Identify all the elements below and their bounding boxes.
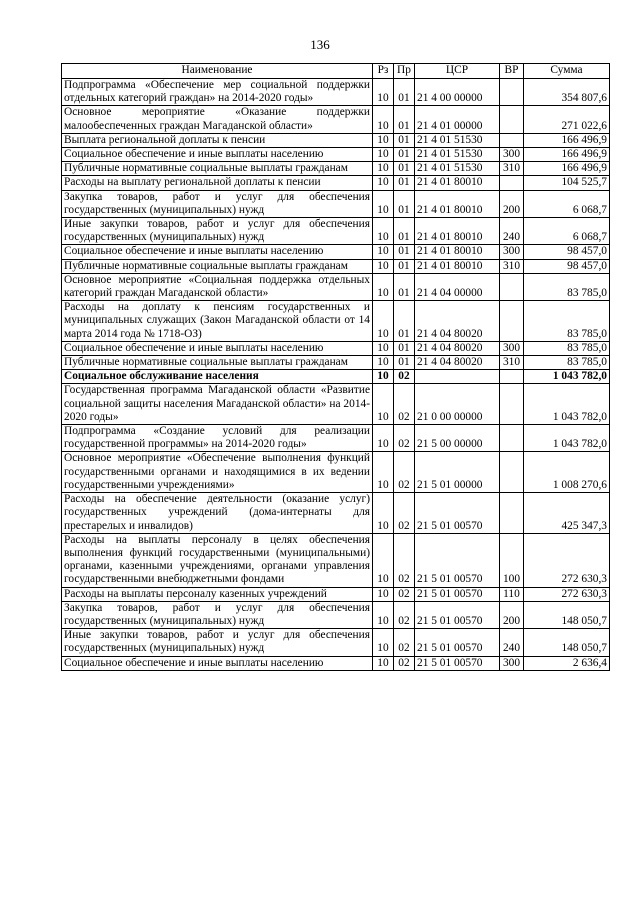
- row-csr: 21 5 01 00570: [415, 629, 500, 656]
- row-pr: 02: [394, 533, 415, 587]
- table-row: [62, 259, 610, 273]
- row-csr: 21 4 01 80010: [415, 218, 500, 245]
- budget-table: [61, 63, 610, 671]
- page-number: 136: [310, 37, 330, 52]
- table-row: [62, 629, 610, 656]
- row-sum: 148 050,7: [524, 601, 610, 628]
- row-pr: 01: [394, 162, 415, 176]
- row-name: Расходы на доплату к пенсиям государственных и муниципальных служащих (Закон Магаданской области от 14 марта 2014 года № 1718-ОЗ): [62, 301, 373, 342]
- row-rz: 10: [373, 356, 394, 370]
- row-pr: 01: [394, 218, 415, 245]
- row-rz: 10: [373, 452, 394, 493]
- row-rz: 10: [373, 148, 394, 162]
- row-csr: 21 4 01 51530: [415, 162, 500, 176]
- header-pr: Пр: [394, 64, 415, 79]
- row-name: Подпрограмма «Создание условий для реализации государственной программы» на 2014-2020 годы»: [62, 425, 373, 452]
- row-name: Закупка товаров, работ и услуг для обеспечения государственных (муниципальных) нужд: [62, 601, 373, 628]
- row-sum: 166 496,9: [524, 162, 610, 176]
- row-csr: 21 4 01 51530: [415, 133, 500, 147]
- row-csr: 21 4 01 80010: [415, 176, 500, 190]
- row-sum: 98 457,0: [524, 259, 610, 273]
- row-vr: 200: [500, 190, 524, 217]
- row-name: Закупка товаров, работ и услуг для обеспечения государственных (муниципальных) нужд: [62, 190, 373, 217]
- row-sum: 148 050,7: [524, 629, 610, 656]
- row-pr: 01: [394, 259, 415, 273]
- row-rz: 10: [373, 629, 394, 656]
- row-vr: 310: [500, 356, 524, 370]
- row-vr: [500, 79, 524, 106]
- table-row: [62, 148, 610, 162]
- row-name: Социальное обеспечение и иные выплаты населению: [62, 656, 373, 670]
- row-sum: 98 457,0: [524, 245, 610, 259]
- row-rz: 10: [373, 533, 394, 587]
- row-csr: 21 0 00 00000: [415, 384, 500, 425]
- row-pr: 01: [394, 106, 415, 133]
- row-pr: 02: [394, 370, 415, 384]
- row-rz: 10: [373, 587, 394, 601]
- table-row: [62, 79, 610, 106]
- row-rz: 10: [373, 106, 394, 133]
- table-row: [62, 425, 610, 452]
- row-sum: 166 496,9: [524, 133, 610, 147]
- header-vr: ВР: [500, 64, 524, 79]
- row-vr: [500, 370, 524, 384]
- table-row: [62, 106, 610, 133]
- row-sum: 425 347,3: [524, 493, 610, 534]
- row-vr: [500, 301, 524, 342]
- row-pr: 02: [394, 493, 415, 534]
- row-vr: [500, 452, 524, 493]
- row-name: Социальное обслуживание населения: [62, 370, 373, 384]
- row-sum: 104 525,7: [524, 176, 610, 190]
- table-row: [62, 601, 610, 628]
- row-name: Социальное обеспечение и иные выплаты населению: [62, 341, 373, 355]
- row-name: Основное мероприятие «Социальная поддержка отдельных категорий граждан Магаданской области»: [62, 273, 373, 300]
- row-pr: 01: [394, 79, 415, 106]
- row-name: Иные закупки товаров, работ и услуг для обеспечения государственных (муниципальных) нужд: [62, 218, 373, 245]
- row-vr: 310: [500, 259, 524, 273]
- row-vr: [500, 493, 524, 534]
- row-name: Расходы на выплату региональной доплаты к пенсии: [62, 176, 373, 190]
- row-pr: 02: [394, 601, 415, 628]
- row-rz: 10: [373, 601, 394, 628]
- row-pr: 02: [394, 384, 415, 425]
- row-csr: 21 4 01 80010: [415, 245, 500, 259]
- row-rz: 10: [373, 190, 394, 217]
- row-vr: 300: [500, 245, 524, 259]
- row-name: Социальное обеспечение и иные выплаты населению: [62, 148, 373, 162]
- row-rz: 10: [373, 301, 394, 342]
- row-sum: 354 807,6: [524, 79, 610, 106]
- table-row: [62, 533, 610, 587]
- row-sum: 166 496,9: [524, 148, 610, 162]
- row-sum: 83 785,0: [524, 273, 610, 300]
- row-rz: 10: [373, 176, 394, 190]
- row-csr: 21 5 01 00570: [415, 601, 500, 628]
- header-csr: ЦСР: [415, 64, 500, 79]
- row-rz: 10: [373, 384, 394, 425]
- table-row: [62, 356, 610, 370]
- row-csr: 21 4 04 80020: [415, 301, 500, 342]
- row-vr: [500, 133, 524, 147]
- row-name: Расходы на обеспечение деятельности (оказание услуг) государственных учреждений (дома-интернаты для престарелых и инвалидов): [62, 493, 373, 534]
- row-pr: 02: [394, 425, 415, 452]
- table-row: [62, 587, 610, 601]
- row-sum: 83 785,0: [524, 301, 610, 342]
- header-rz: Рз: [373, 64, 394, 79]
- row-vr: 100: [500, 533, 524, 587]
- row-rz: 10: [373, 162, 394, 176]
- row-pr: 01: [394, 356, 415, 370]
- row-sum: 1 043 782,0: [524, 370, 610, 384]
- row-rz: 10: [373, 341, 394, 355]
- row-csr: 21 5 01 00000: [415, 452, 500, 493]
- row-vr: [500, 176, 524, 190]
- row-pr: 01: [394, 148, 415, 162]
- row-vr: [500, 273, 524, 300]
- row-pr: 02: [394, 629, 415, 656]
- row-name: Публичные нормативные социальные выплаты гражданам: [62, 356, 373, 370]
- table-row: [62, 273, 610, 300]
- header-name: Наименование: [62, 64, 373, 79]
- row-csr: 21 4 04 80020: [415, 356, 500, 370]
- row-pr: 01: [394, 176, 415, 190]
- row-rz: 10: [373, 245, 394, 259]
- row-rz: 10: [373, 133, 394, 147]
- row-sum: 6 068,7: [524, 190, 610, 217]
- row-vr: 310: [500, 162, 524, 176]
- row-vr: 240: [500, 218, 524, 245]
- row-name: Выплата региональной доплаты к пенсии: [62, 133, 373, 147]
- table-row: [62, 452, 610, 493]
- row-csr: 21 4 04 80020: [415, 341, 500, 355]
- row-csr: 21 5 00 00000: [415, 425, 500, 452]
- row-name: Публичные нормативные социальные выплаты гражданам: [62, 259, 373, 273]
- table-row: [62, 370, 610, 384]
- row-name: Публичные нормативные социальные выплаты гражданам: [62, 162, 373, 176]
- row-csr: 21 5 01 00570: [415, 493, 500, 534]
- row-vr: [500, 106, 524, 133]
- row-sum: 2 636,4: [524, 656, 610, 670]
- row-vr: 300: [500, 656, 524, 670]
- row-vr: 300: [500, 341, 524, 355]
- row-vr: [500, 384, 524, 425]
- row-csr: 21 4 01 80010: [415, 190, 500, 217]
- row-csr: 21 5 01 00570: [415, 656, 500, 670]
- row-name: Подпрограмма «Обеспечение мер социальной поддержки отдельных категорий граждан» на 2014-2020 годы»: [62, 79, 373, 106]
- header-sum: Сумма: [524, 64, 610, 79]
- row-name: Расходы на выплаты персоналу в целях обеспечения выполнения функций государственными (муниципальными) органами, казенными учреждениями, органами управления государственными внебюджетными фондами: [62, 533, 373, 587]
- row-sum: 272 630,3: [524, 533, 610, 587]
- row-csr: 21 4 01 80010: [415, 259, 500, 273]
- row-name: Основное мероприятие «Обеспечение выполнения функций государственными органами и находящимися в их ведении государственными учреждениями»: [62, 452, 373, 493]
- row-pr: 02: [394, 656, 415, 670]
- row-vr: 240: [500, 629, 524, 656]
- row-pr: 01: [394, 301, 415, 342]
- row-csr: 21 4 01 00000: [415, 106, 500, 133]
- table-row: [62, 245, 610, 259]
- table-row: [62, 341, 610, 355]
- row-csr: 21 4 00 00000: [415, 79, 500, 106]
- row-sum: 272 630,3: [524, 587, 610, 601]
- table-row: [62, 384, 610, 425]
- table-row: [62, 656, 610, 670]
- table-row: [62, 301, 610, 342]
- table-row: [62, 176, 610, 190]
- row-pr: 01: [394, 273, 415, 300]
- row-rz: 10: [373, 656, 394, 670]
- row-csr: 21 4 04 00000: [415, 273, 500, 300]
- table-header-row: [62, 64, 610, 79]
- row-name: Социальное обеспечение и иные выплаты населению: [62, 245, 373, 259]
- row-pr: 01: [394, 133, 415, 147]
- row-sum: 1 008 270,6: [524, 452, 610, 493]
- row-rz: 10: [373, 273, 394, 300]
- row-pr: 01: [394, 245, 415, 259]
- row-sum: 83 785,0: [524, 341, 610, 355]
- row-rz: 10: [373, 425, 394, 452]
- row-rz: 10: [373, 79, 394, 106]
- row-sum: 6 068,7: [524, 218, 610, 245]
- row-pr: 01: [394, 190, 415, 217]
- row-sum: 271 022,6: [524, 106, 610, 133]
- row-vr: 200: [500, 601, 524, 628]
- table-row: [62, 162, 610, 176]
- row-vr: 110: [500, 587, 524, 601]
- row-sum: 83 785,0: [524, 356, 610, 370]
- row-rz: 10: [373, 370, 394, 384]
- row-rz: 10: [373, 493, 394, 534]
- row-sum: 1 043 782,0: [524, 384, 610, 425]
- row-rz: 10: [373, 218, 394, 245]
- row-pr: 02: [394, 587, 415, 601]
- row-vr: [500, 425, 524, 452]
- row-csr: 21 5 01 00570: [415, 533, 500, 587]
- table-row: [62, 190, 610, 217]
- row-name: Расходы на выплаты персоналу казенных учреждений: [62, 587, 373, 601]
- row-vr: 300: [500, 148, 524, 162]
- row-sum: 1 043 782,0: [524, 425, 610, 452]
- row-csr: [415, 370, 500, 384]
- row-csr: 21 4 01 51530: [415, 148, 500, 162]
- row-name: Государственная программа Магаданской области «Развитие социальной защиты населения Магаданской области» на 2014-2020 годы»: [62, 384, 373, 425]
- row-name: Иные закупки товаров, работ и услуг для обеспечения государственных (муниципальных) нужд: [62, 629, 373, 656]
- row-pr: 02: [394, 452, 415, 493]
- table-row: [62, 133, 610, 147]
- row-pr: 01: [394, 341, 415, 355]
- row-rz: 10: [373, 259, 394, 273]
- row-csr: 21 5 01 00570: [415, 587, 500, 601]
- table-row: [62, 493, 610, 534]
- table-row: [62, 218, 610, 245]
- row-name: Основное мероприятие «Оказание поддержки малообеспеченных граждан Магаданской области»: [62, 106, 373, 133]
